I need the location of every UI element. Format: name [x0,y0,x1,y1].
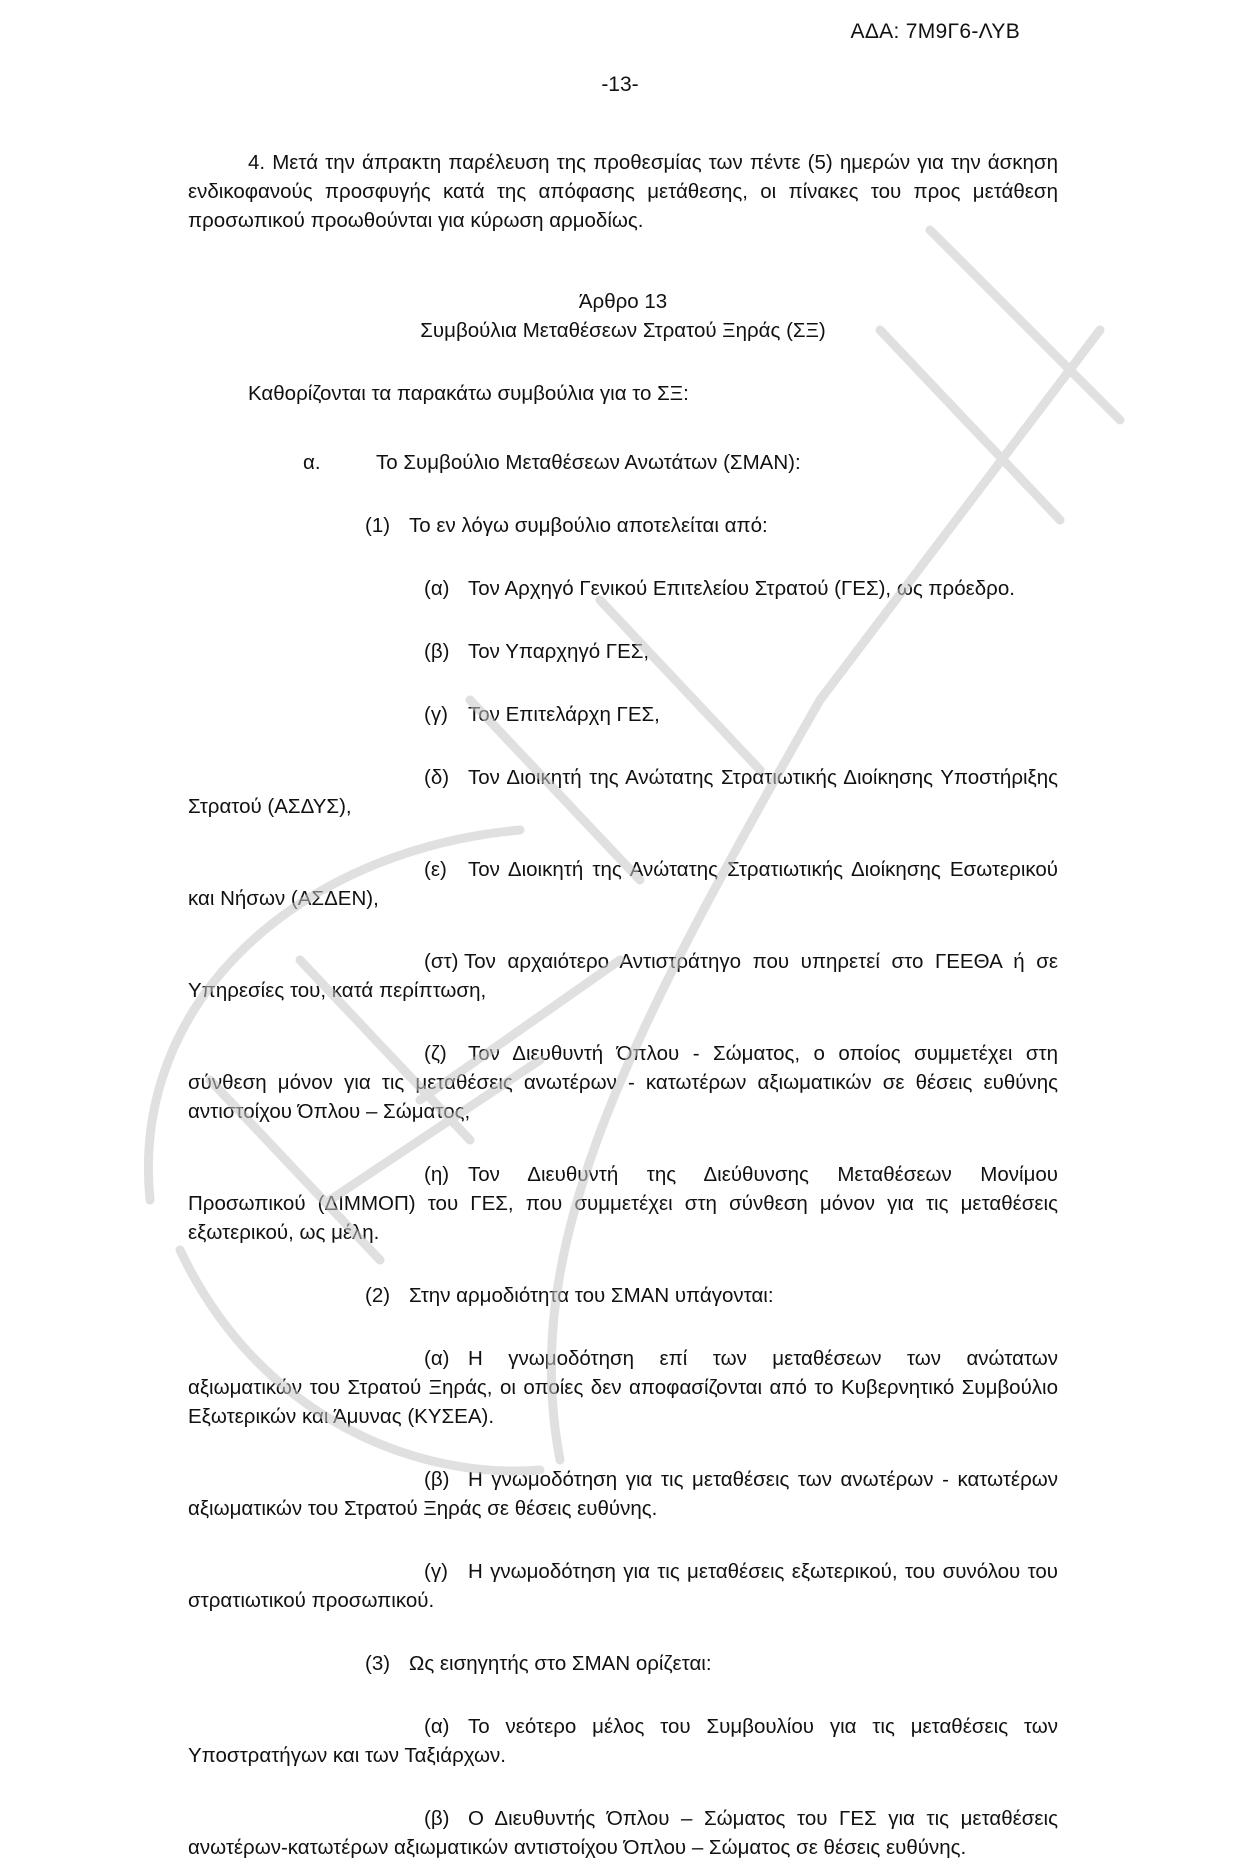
list-item [188,1039,1058,1126]
list-item [188,1712,1058,1770]
item-label: (γ) [424,703,448,726]
item-label: (α) [424,577,450,600]
subsection-3-text: Ως εισηγητής στο ΣΜΑΝ ορίζεται: [409,1652,712,1675]
item-label: (η) [424,1163,450,1186]
subsection-1 [188,511,1058,540]
list-item [188,1557,1058,1615]
list-item [188,1344,1058,1431]
item-label: (ε) [424,858,447,881]
item-text: Τον Αρχηγό Γενικού Επιτελείου Στρατού (ΓΕΣ), ως πρόεδρο. [468,577,1015,600]
item-text: Τον Διοικητή της Ανώτατης Στρατιωτικής Διοίκησης Εσωτερικού και Νήσων (ΑΣΔΕΝ), [188,858,1058,910]
item-text: Η γνωμοδότηση για τις μεταθέσεις των ανωτέρων - κατωτέρων αξιωματικών του Στρατού Ξηράς σε θέσεις ευθύνης. [188,1468,1058,1520]
list-item [188,637,1058,666]
item-label: (γ) [424,1560,448,1583]
subsection-1-text: Το εν λόγω συμβούλιο αποτελείται από: [409,514,768,537]
subsection-3 [188,1649,1058,1678]
list-item [188,700,1058,729]
list-item [188,1465,1058,1523]
item-text: Τον Διευθυντή της Διεύθυνσης Μεταθέσεων Μονίμου Προσωπικού (ΔΙΜΜΟΠ) του ΓΕΣ, που συμμετέχει στη σύνθεση μόνον για τις μεταθέσεις εξωτερικού, ως μέλη. [188,1163,1058,1244]
item-label: (β) [424,1807,450,1830]
subsection-1-label: (1) [365,514,391,537]
article-number: Άρθρο 13 [578,290,668,313]
item-label: (α) [424,1347,450,1370]
item-text: Τον Επιτελάρχη ΓΕΣ, [468,703,660,726]
item-label: (α) [424,1715,450,1738]
item-label: (δ) [424,766,450,789]
item-label: (β) [424,640,450,663]
subsection-3-label: (3) [365,1652,391,1675]
ada-code: ΑΔΑ: 7Μ9Γ6-ΛΥΒ [850,20,1020,43]
article-intro: Καθορίζονται τα παρακάτω συμβούλια για το ΣΞ: [248,382,689,405]
item-label: (β) [424,1468,450,1491]
list-item [188,947,1058,1005]
subsection-2-text: Στην αρμοδιότητα του ΣΜΑΝ υπάγονται: [409,1284,774,1307]
item-text: Τον αρχαιότερο Αντιστράτηγο που υπηρετεί στο ΓΕΕΘΑ ή σε Υπηρεσίες του, κατά περίπτωση, [188,950,1058,1002]
section-a [188,448,1058,477]
subsection-2-label: (2) [365,1284,391,1307]
subsection-2 [188,1281,1058,1310]
item-text: Η γνωμοδότηση επί των μεταθέσεων των ανώτατων αξιωματικών του Στρατού Ξηράς, οι οποίες δεν αποφασίζονται από το Κυβερνητικό Συμβούλιο Εξωτερικών και Άμυνας (ΚΥΣΕΑ). [188,1347,1058,1428]
paragraph-4: 4. Μετά την άπρακτη παρέλευση της προθεσμίας των πέντε (5) ημερών για την άσκηση ενδικοφανούς προσφυγής κατά της απόφασης μετάθεσης, οι πίνακες του προς μετάθεση προσωπικού προωθούνται για κύρωση αρμοδίως. [188,151,1058,232]
item-text: Η γνωμοδότηση για τις μεταθέσεις εξωτερικού, του συνόλου του στρατιωτικού προσωπικού. [188,1560,1058,1612]
item-text: Τον Υπαρχηγό ΓΕΣ, [468,640,650,663]
article-heading [188,287,1058,345]
item-text: Ο Διευθυντής Όπλου – Σώματος του ΓΕΣ για τις μεταθέσεις ανωτέρων-κατωτέρων αξιωματικών αντιστοίχου Όπλου – Σώματος σε θέσεις ευθύνης. [188,1807,1058,1859]
list-item [188,1804,1058,1862]
article-title: Συμβούλια Μεταθέσεων Στρατού Ξηράς (ΣΞ) [420,319,826,342]
item-text: Τον Διευθυντή Όπλου - Σώματος, ο οποίος συμμετέχει στη σύνθεση μόνον για τις μεταθέσεις ανωτέρων - κατωτέρων αξιωματικών σε θέσεις ευθύνης αντιστοίχου Όπλου – Σώματος, [188,1042,1058,1123]
list-item [188,1160,1058,1247]
item-text: Τον Διοικητή της Ανώτατης Στρατιωτικής Διοίκησης Υποστήριξης Στρατού (ΑΣΔΥΣ), [188,766,1058,818]
list-item [188,763,1058,821]
section-a-label: α. [303,451,321,474]
list-item [188,855,1058,913]
page-number: -13- [601,73,639,96]
section-a-text: Το Συμβούλιο Μεταθέσεων Ανωτάτων (ΣΜΑΝ): [376,451,801,474]
item-text: Το νεότερο μέλος του Συμβουλίου για τις μεταθέσεις των Υποστρατήγων και των Ταξιάρχων. [188,1715,1058,1767]
list-item [188,574,1058,603]
item-label: (ζ) [424,1042,447,1065]
item-label: (στ) [424,950,459,973]
document-body [188,148,1058,1862]
